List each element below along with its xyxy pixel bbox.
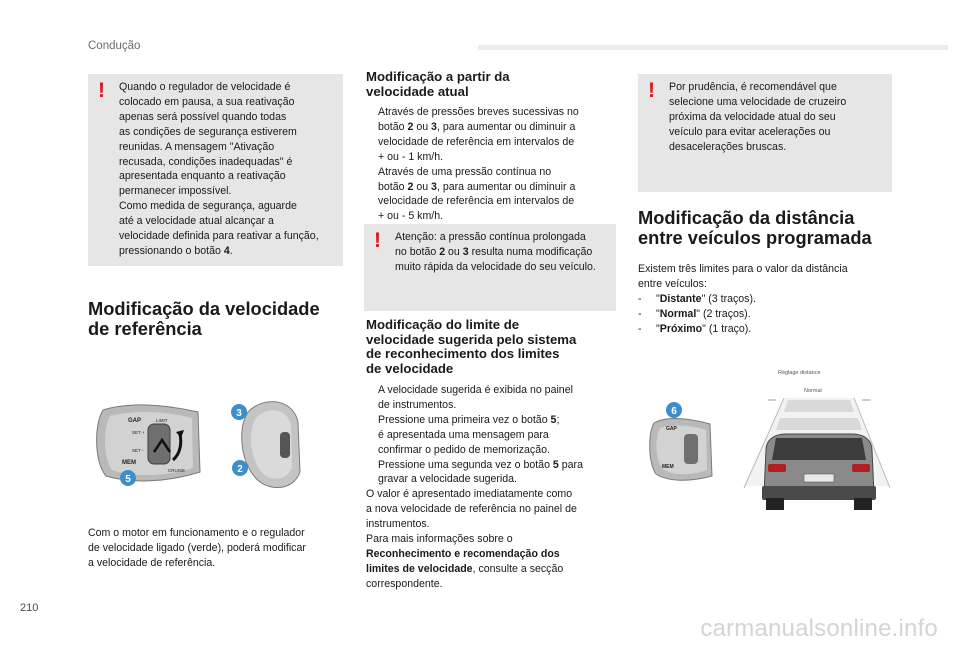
heading-distance-setting	[638, 208, 908, 247]
list-item: - "Próximo" (1 traço).	[638, 322, 752, 335]
text-run: Pressione uma segunda vez o botão	[378, 458, 553, 471]
text-line: gravar a velocidade sugerida.	[378, 473, 517, 486]
text-line: Com o motor em funcionamento e o regulador	[88, 527, 305, 539]
callout-number: 5	[125, 474, 131, 485]
heading-line: de referência	[88, 317, 202, 339]
note-line: selecione uma velocidade de cruzeiro	[669, 95, 847, 108]
dash-marker: -	[638, 307, 642, 320]
text-line: O valor é apresentado imediatamente como	[366, 488, 573, 501]
text-line: de velocidade ligado (verde), poderá modificar	[88, 541, 306, 554]
note-line: reunidas. A mensagem "Ativação	[119, 140, 275, 153]
text-run: botão	[378, 180, 408, 193]
dash-marker: -	[638, 292, 642, 305]
option-name: Normal	[659, 307, 697, 320]
list-item	[366, 105, 616, 165]
text-run: ou	[413, 180, 432, 193]
text-line	[378, 413, 622, 428]
button-ref: 4	[223, 244, 230, 257]
text-run: (3 traços).	[705, 292, 756, 305]
note-line: Quando o regulador de velocidade é	[119, 81, 291, 93]
text-run: ou	[445, 245, 463, 258]
label-mem: MEM	[122, 460, 136, 466]
button-ref: 2	[407, 180, 414, 193]
heading-line: velocidade atual	[366, 83, 469, 99]
warning-note-pause	[88, 74, 343, 266]
text-line: Existem três limites para o valor da distância	[638, 263, 848, 275]
label-set-minus: SET -	[132, 448, 144, 453]
text-line	[366, 547, 622, 562]
heading-line: velocidade sugerida pelo sistema	[366, 331, 577, 347]
note-line: até a velocidade atual alcançar a	[119, 215, 274, 228]
text-line: instrumentos.	[366, 518, 430, 531]
label-limit: LIMIT	[156, 418, 168, 423]
note-line: apenas será possível quando todas	[119, 110, 287, 123]
text-line: + ou - 5 km/h.	[378, 210, 444, 223]
callout-6	[666, 402, 682, 418]
heading-suggested-limit	[366, 318, 626, 376]
text-line: Através de pressões breves sucessivas no	[378, 106, 579, 118]
list-item	[366, 458, 622, 488]
list-item	[366, 413, 622, 458]
stalk-controls-figure	[88, 392, 350, 496]
text-line: A velocidade sugerida é exibida no painel	[378, 384, 573, 396]
text-line	[378, 458, 622, 473]
label-gap: GAP	[128, 418, 142, 424]
list-item: - "Normal" (2 traços).	[638, 307, 751, 320]
watermark: carmanualsonline.info	[700, 615, 938, 642]
callout-number: 3	[236, 408, 242, 419]
text-line: confirmar o pedido de memorização.	[378, 443, 550, 456]
warning-icon: !	[98, 79, 105, 102]
text-line: a nova velocidade de referência no painel de	[366, 503, 577, 516]
text-run: para	[558, 458, 583, 471]
heading-line: Modificação da distância	[638, 207, 855, 228]
heading-line: de velocidade	[366, 360, 454, 376]
text-run: pressionando o botão	[119, 244, 224, 257]
page-number: 210	[20, 602, 39, 614]
text-line: é apresentada uma mensagem para	[378, 428, 549, 441]
note-line: permanecer impossível.	[119, 185, 232, 198]
note-line: Como medida de segurança, aguarde	[119, 200, 297, 213]
text-line: Para mais informações sobre o	[366, 533, 513, 546]
label-cruise: CRUISE	[168, 468, 186, 473]
note-line: apresentada enquanto a reativação	[119, 170, 286, 183]
text-run: ou	[413, 120, 432, 133]
note-line	[119, 244, 335, 259]
heading-modify-reference-speed	[88, 299, 348, 338]
text-line	[378, 120, 616, 135]
paragraph-distance-options	[638, 262, 898, 337]
text-run: , consulte a secção	[472, 562, 564, 575]
note-line: recusada, condições inadequadas" é	[119, 155, 293, 168]
text-run: (1 traço).	[705, 322, 752, 335]
paragraph-modify-speed	[88, 526, 350, 571]
warning-note-continuous-press	[364, 224, 616, 311]
list-item	[366, 383, 622, 413]
note-line: próxima da velocidade atual do seu	[669, 110, 836, 123]
button-ref: 2	[439, 245, 446, 258]
text-run: .	[229, 244, 233, 257]
note-line: veículo para evitar acelerações ou	[669, 125, 831, 138]
button-ref: 3	[431, 120, 437, 133]
label-set-plus: SET +	[132, 430, 145, 435]
text-run: (2 traços).	[700, 307, 751, 320]
button-ref: 5	[550, 413, 557, 426]
heading-line: Modificação da velocidade	[88, 298, 320, 319]
text-run: , para aumentar ou diminuir a	[436, 180, 576, 193]
heading-line: Modificação do limite de	[366, 317, 520, 332]
dash-marker: -	[638, 322, 642, 335]
callout-number: 2	[237, 464, 243, 475]
option-name: Próximo	[659, 322, 703, 335]
warning-icon: !	[648, 79, 655, 102]
text-run: ;	[556, 413, 560, 426]
button-ref: 3	[431, 180, 437, 193]
text-line: correspondente.	[366, 577, 443, 590]
list-item: - "Distante" (3 traços).	[638, 292, 756, 305]
text-run: no botão	[395, 245, 440, 258]
callout-5	[120, 470, 136, 486]
note-line: muito rápida da velocidade do seu veículo.	[395, 260, 596, 273]
text-line: + ou - 1 km/h.	[378, 150, 444, 163]
text-run: Pressione uma primeira vez o botão	[378, 413, 551, 426]
text-line: a velocidade de referência.	[88, 556, 216, 569]
callout-2	[232, 460, 248, 476]
distance-setting-figure	[644, 368, 890, 514]
button-ref: 3	[462, 245, 469, 258]
warning-icon: !	[374, 229, 381, 252]
heading-line: de reconhecimento dos limites	[366, 346, 560, 362]
callout-3	[231, 404, 247, 420]
text-line	[378, 180, 616, 195]
text-run: botão	[378, 120, 408, 133]
section-bar	[478, 45, 948, 50]
text-line: entre veículos:	[638, 277, 707, 290]
text-line: de instrumentos.	[378, 398, 457, 411]
label-mem-2: MEM	[662, 464, 674, 470]
button-ref: 5	[552, 458, 559, 471]
note-line: as condições de segurança estiverem	[119, 125, 297, 138]
note-line: velocidade definida para reativar a função,	[119, 230, 319, 243]
list-item	[366, 165, 616, 225]
list-current-speed	[366, 105, 616, 224]
caution-note-cruise-speed	[638, 74, 892, 192]
note-line: Por prudência, é recomendável que	[669, 81, 837, 93]
heading-modify-current-speed	[366, 70, 616, 99]
label-gap-2: GAP	[666, 426, 677, 432]
note-line: desacelerações bruscas.	[669, 140, 787, 153]
option-name: Distante	[659, 292, 702, 305]
list-suggested-limit	[366, 383, 622, 592]
display-mode: Normal	[804, 388, 822, 394]
text-run: , para aumentar ou diminuir a	[436, 120, 576, 133]
section-title: Condução	[88, 40, 141, 52]
note-line: colocado em pausa, a sua reativação	[119, 95, 295, 108]
text-run: Reconhecimento e recomendação dos	[366, 547, 560, 560]
text-line: velocidade de referência em intervalos de	[378, 195, 575, 208]
display-title: Réglage distance	[778, 370, 821, 376]
button-ref: 2	[407, 120, 414, 133]
heading-line: Modificação a partir da	[366, 69, 510, 84]
text-run: limites de velocidade	[366, 562, 473, 575]
heading-line: entre veículos programada	[638, 226, 872, 248]
note-line: Atenção: a pressão contínua prolongada	[395, 231, 586, 243]
text-line: velocidade de referência em intervalos de	[378, 135, 575, 148]
text-line: Através de uma pressão contínua no	[378, 165, 552, 178]
text-run: resulta numa modificação	[468, 245, 593, 258]
text-line	[366, 562, 622, 577]
callout-number: 6	[671, 406, 677, 417]
note-line	[395, 245, 608, 260]
